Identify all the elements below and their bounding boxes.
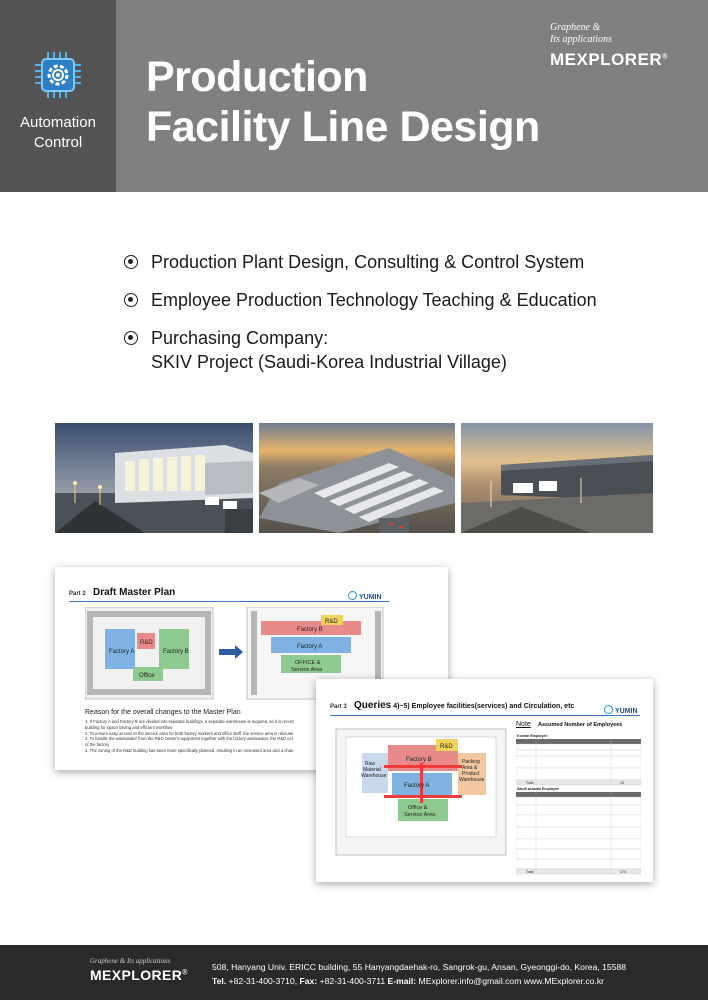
website-link[interactable]: www.MExplorer.co.kr <box>521 976 604 986</box>
plan-packing-label: Packing <box>462 759 480 765</box>
bullet-line: SKIV Project (Saudi-Korea Industrial Village) <box>151 352 507 372</box>
left-plan-rnd-label: R&D <box>140 640 153 646</box>
chip-gear-icon <box>33 50 83 100</box>
category-label <box>0 113 116 153</box>
note-line: 1. If Factory A and Factory B are divided into separate buildings, a separate warehouse is required, so it is recom <box>85 719 295 724</box>
email-label: E-mail: <box>387 976 417 986</box>
card-title-sub: 4)~5) Employee facilities(services) and Circulation, etc <box>391 703 575 710</box>
footer-tagline: Graphene & Its applications <box>90 957 171 965</box>
left-plan-factory-a-label: Factory A <box>109 649 135 655</box>
plan-material-label: Material <box>363 767 381 773</box>
bullet-line: Employee Production Technology Teaching & Education <box>151 290 597 310</box>
plan-raw-label: Raw <box>365 761 376 767</box>
korean-total-value: 10 <box>620 781 624 785</box>
brand-logo-header <box>550 22 700 70</box>
tel-label: Tel. <box>212 976 227 986</box>
korean-total-label: Total <box>526 781 534 785</box>
saudi-table-heading: Saudi Arabian Employee <box>517 787 560 791</box>
footer-address: 508, Hanyang Univ. ERICC building, 55 Hanyangdaehak-ro, Sangrok-gu, Ansan, Gyeonggi-do, Korea, 15588 <box>212 962 627 972</box>
notes-list <box>85 719 294 754</box>
card-title-main: Queries <box>354 700 392 711</box>
footer-logo <box>90 967 188 983</box>
footer-brand-logo <box>90 957 188 983</box>
notes-heading: Reason for the overall changes to the Master Plan <box>85 709 241 716</box>
saudi-total-label: Total <box>526 870 534 874</box>
sunset-warehouse-photo <box>461 423 653 533</box>
fax-value: +82-31-400-3711 <box>317 976 388 986</box>
bullet-text <box>151 326 507 374</box>
circle-dot-bullet-icon <box>124 293 138 307</box>
brand-tagline <box>550 22 700 46</box>
note-line: of the factory <box>85 742 110 748</box>
card-title-rule <box>330 715 640 716</box>
plan-factory-a-label: Factory A <box>404 783 430 789</box>
plan-factory-b-label: Factory B <box>406 757 432 763</box>
table-note-label: Note <box>516 721 531 728</box>
page-title <box>146 52 540 152</box>
card-part-label: Part 3 <box>330 704 347 710</box>
card-title: Draft Master Plan <box>93 587 176 598</box>
category-line-1: Automation <box>20 114 96 131</box>
email-value[interactable]: MExplorer.info@gmail.com <box>416 976 522 986</box>
card-title-rule <box>69 601 389 602</box>
footer-registered-mark: ® <box>182 969 188 977</box>
footer <box>0 945 708 1000</box>
note-line: 2. To ensure easy access to the service area for both factory workers and office staff, the service area is relocate <box>85 730 294 736</box>
brand-registered-mark: ® <box>662 53 668 61</box>
bullet-line: Production Plant Design, Consulting & Control System <box>151 252 585 272</box>
plan-product-label: Product <box>462 771 480 777</box>
plan-area-label: Area & <box>462 765 478 771</box>
plan-office-label: Office & <box>408 805 428 811</box>
bullet-item <box>124 250 684 274</box>
fax-label: Fax: <box>299 976 318 986</box>
employee-facilities-card <box>316 679 653 882</box>
korean-table-heading: Korean Employee <box>517 734 548 738</box>
facility-photo-strip <box>55 423 653 533</box>
brand-name-x: X <box>576 50 589 69</box>
left-plan-office-label: Office <box>139 673 155 679</box>
circulation-plan-diagram <box>332 723 512 863</box>
saudi-total-value: 174 <box>620 870 626 874</box>
plan-rnd-label: R&D <box>440 744 453 750</box>
brand-tagline-line-2: Its applications <box>550 34 612 45</box>
brand-name-end: PLORER <box>588 50 663 69</box>
right-plan-service-label: Service Area <box>291 667 323 673</box>
category-block <box>0 0 116 192</box>
footer-logo-text: MEXPLORER <box>90 967 183 983</box>
right-plan-factory-b-label: Factory B <box>297 627 323 633</box>
brand-tagline-line-1: Graphene & <box>550 22 601 33</box>
bullet-item <box>124 326 684 374</box>
yumin-logo: YUMIN <box>348 591 382 601</box>
circle-dot-bullet-icon <box>124 255 138 269</box>
note-line: 3. To handle the wastewater from the R&D center's equipment together with the factory wastewater, the R&D cer <box>85 736 294 742</box>
card-part-label: Part 2 <box>69 591 86 597</box>
card-title <box>354 700 574 711</box>
aerial-factory-photo <box>259 423 455 533</box>
category-line-2: Control <box>33 134 83 151</box>
bullet-text <box>151 250 584 274</box>
page-title-line-2: Facility Line Design <box>146 103 540 151</box>
table-title: Assumed Number of Employees <box>538 722 623 728</box>
bullet-text <box>151 288 597 312</box>
page-title-line-1: Production <box>146 53 368 101</box>
footer-contact-line <box>212 974 626 988</box>
night-warehouse-photo <box>55 423 253 533</box>
bullet-item <box>124 288 684 312</box>
left-plan-factory-b-label: Factory B <box>163 649 189 655</box>
footer-contact-info <box>212 960 626 988</box>
note-line: building for space saving and efficient workflow <box>85 724 173 730</box>
service-bullet-list <box>124 250 684 388</box>
right-plan-factory-a-label: Factory A <box>297 644 323 650</box>
plan-service-label: Service Area <box>404 812 436 818</box>
employee-count-table <box>516 732 641 878</box>
right-plan-rnd-label: R&D <box>325 619 338 625</box>
brand-name <box>550 50 700 70</box>
plan-warehouse-label: Warehouse <box>361 773 387 779</box>
brand-name-start: ME <box>550 50 577 69</box>
yumin-logo: YUMIN <box>604 705 638 715</box>
tel-value: +82-31-400-3710, <box>226 976 300 986</box>
circle-dot-bullet-icon <box>124 331 138 345</box>
bullet-line: Purchasing Company: <box>151 328 329 348</box>
plan-product-warehouse-label: Warehouse <box>459 777 485 783</box>
note-line: 4. The zoning of the R&D building has been more specifically planned, resulting in an increased area and a chan <box>85 747 294 753</box>
right-plan-office-label: OFFICE & <box>295 660 321 666</box>
header-banner <box>0 0 708 192</box>
